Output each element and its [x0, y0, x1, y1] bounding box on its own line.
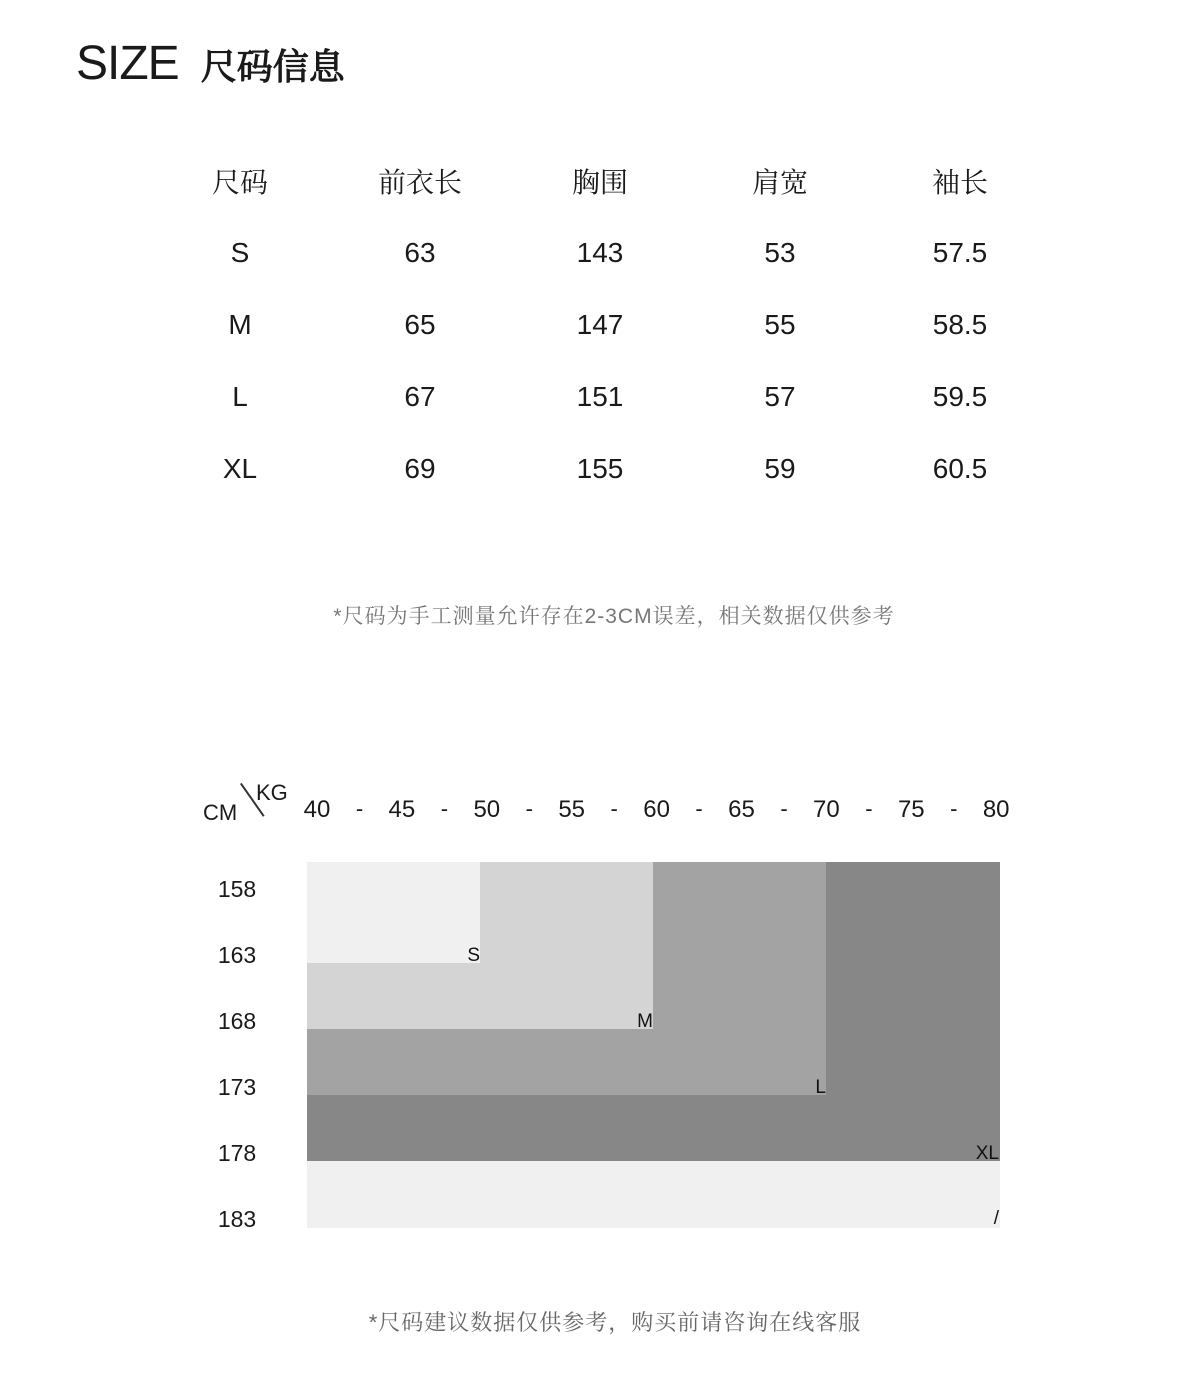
table-cell: M	[228, 309, 252, 340]
table-row	[150, 361, 1050, 433]
kg-separator: -	[525, 796, 533, 821]
grid-cell	[826, 963, 913, 1030]
kg-tick-label: 55	[558, 796, 586, 823]
header-chest: 胸围	[571, 167, 628, 198]
grid-cell	[826, 1029, 913, 1096]
grid-cell	[567, 862, 654, 964]
grid-cell	[480, 1029, 567, 1096]
table-cell: S	[230, 237, 250, 268]
grid-cell	[307, 1029, 394, 1096]
table-cell: 67	[404, 381, 436, 412]
kg-separator: -	[355, 796, 364, 821]
title-english: SIZE	[76, 37, 179, 90]
grid-cell	[913, 1161, 1000, 1228]
grid-cell	[740, 1161, 827, 1228]
kg-separator: -	[610, 796, 618, 821]
grid-cell	[653, 1161, 740, 1228]
grid-cell	[480, 862, 567, 964]
grid-cell	[394, 1161, 481, 1228]
cm-row-label: 163	[217, 942, 257, 968]
unit-cm-label: CM	[203, 800, 238, 825]
table-cell: 69	[404, 453, 436, 484]
recommendation-note: *尺码建议数据仅供参考，购买前请咨询在线客服	[368, 1310, 862, 1335]
table-row	[150, 433, 1050, 505]
grid-cell	[653, 1095, 740, 1162]
kg-separator: -	[780, 796, 788, 821]
grid-cell	[567, 1029, 654, 1096]
grid-cell	[394, 1095, 481, 1162]
cm-row-label: 178	[217, 1140, 257, 1166]
table-cell: L	[232, 381, 248, 412]
kg-separator: -	[440, 796, 449, 821]
cm-row-label: 158	[217, 876, 257, 902]
table-cell: 59.5	[932, 381, 988, 412]
grid-cell	[740, 862, 827, 964]
grid-cell	[740, 1095, 827, 1162]
size-mark: XL	[975, 1143, 999, 1164]
grid-cell	[307, 862, 394, 964]
title-chinese: 尺码信息	[200, 46, 345, 87]
size-table	[150, 145, 1050, 505]
table-cell: 143	[576, 237, 624, 268]
size-table-header-row	[150, 145, 1050, 217]
grid-cell	[913, 963, 1000, 1030]
page-title	[76, 36, 345, 91]
table-cell: 151	[576, 381, 624, 412]
grid-cell	[394, 963, 481, 1030]
kg-tick-label: 80	[982, 796, 1010, 823]
kg-separator: -	[695, 796, 703, 821]
measurement-note: *尺码为手工测量允许存在2-3CM误差，相关数据仅供参考	[333, 605, 895, 628]
grid-cell	[826, 1095, 913, 1162]
table-cell: 147	[576, 309, 624, 340]
table-cell: 60.5	[932, 453, 988, 484]
table-cell: 59	[764, 453, 796, 484]
table-cell: 155	[576, 453, 624, 484]
table-cell: 58.5	[932, 309, 988, 340]
grid-cell	[567, 1161, 654, 1228]
table-cell: 55	[764, 309, 796, 340]
kg-tick-label: 50	[473, 796, 501, 823]
cm-row-label: 183	[217, 1206, 257, 1232]
table-cell: 65	[404, 309, 436, 340]
size-grid	[307, 862, 999, 1227]
kg-separator: -	[865, 796, 873, 821]
grid-cell	[653, 1029, 740, 1096]
grid-cell	[913, 1029, 1000, 1096]
table-cell: 53	[764, 237, 796, 268]
grid-cell	[307, 1095, 394, 1162]
grid-cell	[480, 963, 567, 1030]
grid-cell	[826, 862, 913, 964]
grid-cell	[826, 1161, 913, 1228]
grid-cell	[480, 1095, 567, 1162]
kg-tick-label: 60	[643, 796, 670, 823]
grid-cell	[394, 1029, 481, 1096]
cm-row-label: 168	[217, 1008, 257, 1034]
kg-tick-label: 70	[813, 796, 840, 823]
header-shoulder: 肩宽	[751, 167, 808, 198]
table-row	[150, 217, 1050, 289]
header-front-length: 前衣长	[377, 167, 462, 198]
grid-cell	[567, 1095, 654, 1162]
kg-tick-label: 65	[728, 796, 755, 823]
table-cell: 57.5	[932, 237, 988, 268]
header-sleeve: 袖长	[931, 167, 988, 198]
size-mark: M	[637, 1011, 653, 1032]
grid-cell	[913, 862, 1000, 964]
grid-cell	[653, 862, 740, 964]
cm-row-label: 173	[217, 1074, 257, 1100]
table-cell: 63	[404, 237, 436, 268]
grid-cell	[307, 1161, 394, 1228]
grid-cell	[307, 963, 394, 1030]
table-row	[150, 289, 1050, 361]
unit-kg-label: KG	[256, 780, 288, 805]
kg-separator: -	[950, 796, 958, 821]
grid-cell	[653, 963, 740, 1030]
kg-tick-label: 45	[388, 796, 416, 823]
grid-cell	[740, 1029, 827, 1096]
table-cell: 57	[764, 381, 796, 412]
grid-cell	[480, 1161, 567, 1228]
kg-tick-label: 75	[897, 796, 925, 823]
size-mark: /	[993, 1208, 999, 1229]
kg-tick-label: 40	[303, 796, 331, 823]
table-cell: XL	[222, 453, 258, 484]
header-size: 尺码	[211, 167, 268, 198]
size-mark: L	[815, 1077, 826, 1098]
grid-cell	[740, 963, 827, 1030]
size-mark: S	[467, 945, 480, 966]
